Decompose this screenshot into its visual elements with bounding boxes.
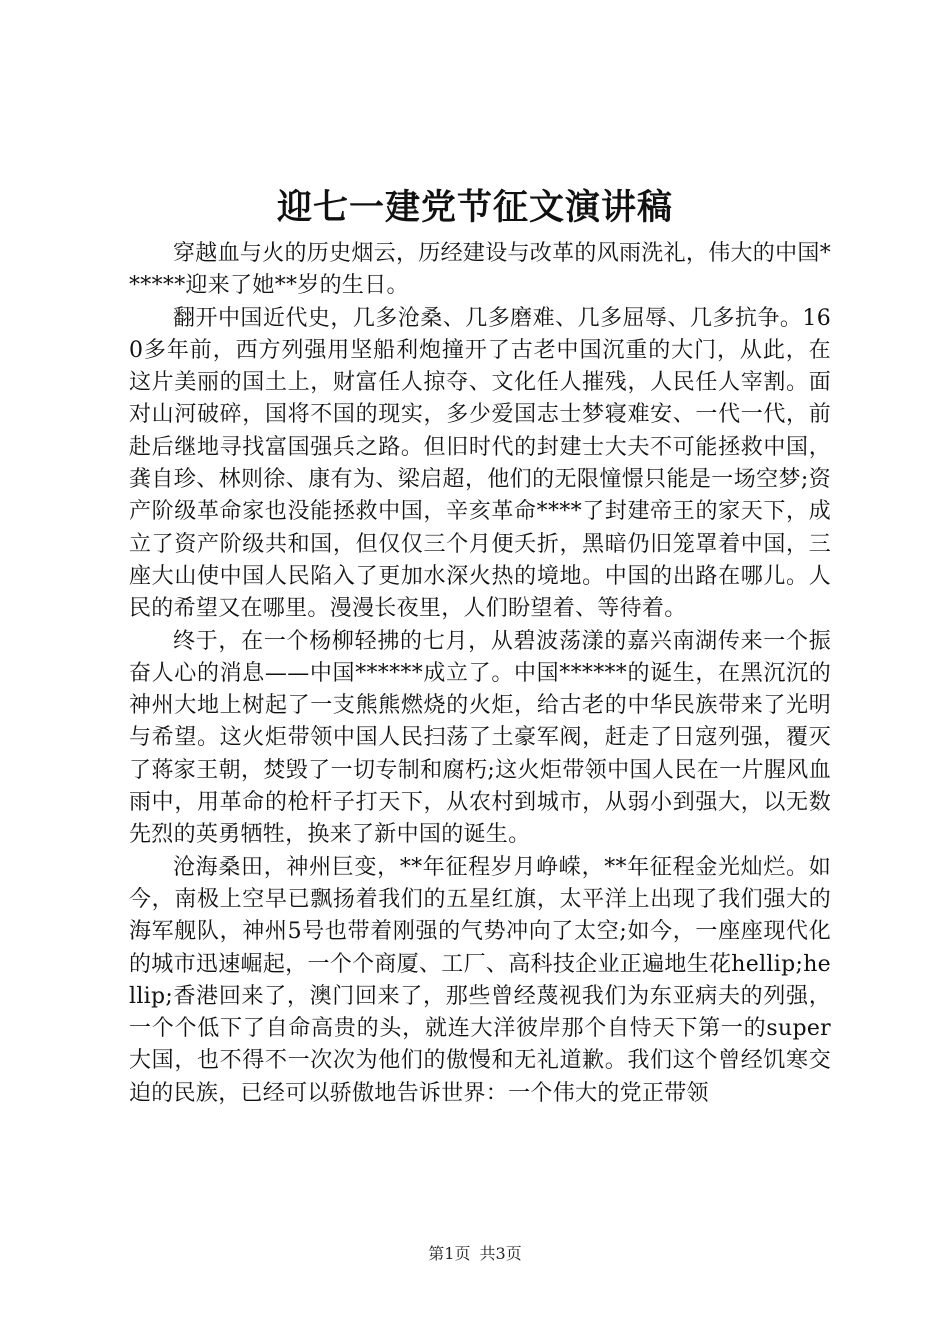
page-number: 第1页 [428, 1244, 471, 1263]
document-body [129, 238, 831, 1110]
page-footer [0, 1243, 950, 1265]
paragraph-2: 翻开中国近代史，几多沧桑、几多磨难、几多屈辱、几多抗争。160多年前，西方列强用坚船利炮撞开了古老中国沉重的大门，从此，在这片美丽的国土上，财富任人掠夺、文化任人摧残，人民任人宰割。面对山河破碎，国将不国的现实，多少爱国志士梦寝难安、一代一代，前赴后继地寻找富国强兵之路。但旧时代的封建士大夫不可能拯救中国，龚自珍、林则徐、康有为、梁启超，他们的无限憧憬只能是一场空梦;资产阶级革命家也没能拯救中国，辛亥革命****了封建帝王的家天下，成立了资产阶级共和国，但仅仅三个月便夭折，黑暗仍旧笼罩着中国，三座大山使中国人民陷入了更加水深火热的境地。中国的出路在哪儿。人民的希望又在哪里。漫漫长夜里，人们盼望着、等待着。 [129, 305, 831, 622]
paragraph-1: 穿越血与火的历史烟云，历经建设与改革的风雨洗礼，伟大的中国******迎来了她**岁的生日。 [129, 241, 832, 299]
paragraph-3: 终于，在一个杨柳轻拂的七月，从碧波荡漾的嘉兴南湖传来一个振奋人心的消息——中国******成立了。中国******的诞生，在黑沉沉的神州大地上树起了一支熊熊燃烧的火炬，给古老的中华民族带来了光明与希望。这火炬带领中国人民扫荡了土豪军阀，赶走了日寇列强，覆灭了蒋家王朝，焚毁了一切专制和腐朽;这火炬带领中国人民在一片腥风血雨中，用革命的枪杆子打天下，从农村到城市，从弱小到强大，以无数先烈的英勇牺牲，换来了新中国的诞生。 [129, 628, 831, 848]
page-total: 共3页 [479, 1244, 522, 1263]
paragraph-4: 沧海桑田，神州巨变，**年征程岁月峥嵘，**年征程金光灿烂。如今，南极上空早已飘扬着我们的五星红旗，太平洋上出现了我们强大的海军舰队，神州5号也带着刚强的气势冲向了太空;如今，一座座现代化的城市迅速崛起，一个个商厦、工厂、高科技企业正遍地生花hellip;hellip;香港回来了，澳门回来了，那些曾经蔑视我们为东亚病夫的列强，一个个低下了自命高贵的头，就连大洋彼岸那个自恃天下第一的super大国，也不得不一次次为他们的傲慢和无礼道歉。我们这个曾经饥寒交迫的民族，已经可以骄傲地告诉世界：一个伟大的党正带领 [129, 854, 831, 1106]
document-title: 迎七一建党节征文演讲稿 [276, 187, 673, 228]
